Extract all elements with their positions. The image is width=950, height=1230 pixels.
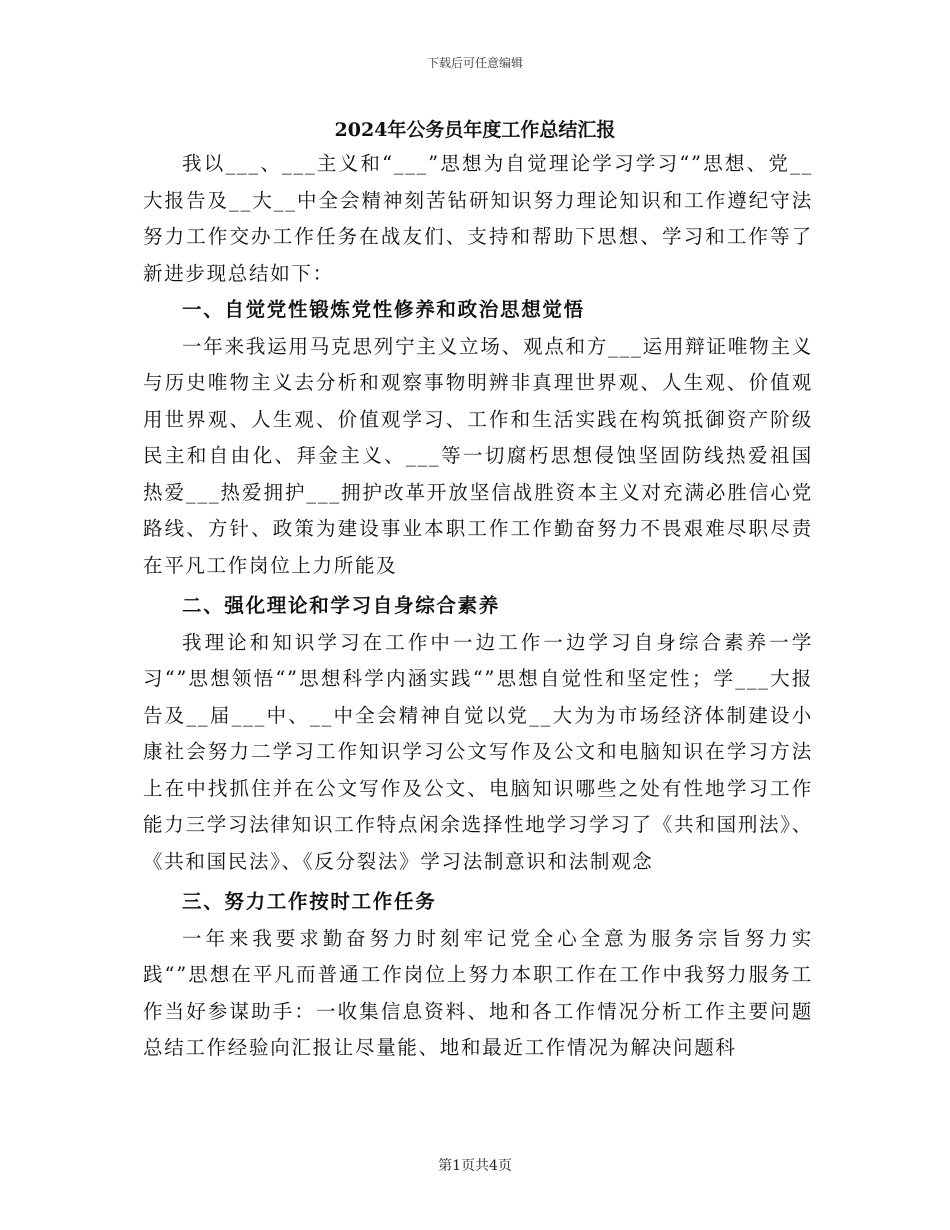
document-body	[143, 146, 813, 1067]
section-body-3: 一年来我要求勤奋努力时刻牢记党全心全意为服务宗旨努力实践“”思想在平凡而普通工作岗位上努力本职工作在工作中我努力服务工作当好参谋助手：一收集信息资料、地和各工作情况分析工作主要问题总结工作经验向汇报让尽量能、地和最近工作情况为解决问题科	[143, 926, 813, 1059]
page-footer: 第1页共4页	[438, 1158, 512, 1174]
section-body-1: 一年来我运用马克思列宁主义立场、观点和方___运用辩证唯物主义与历史唯物主义去分析和观察事物明辨非真理世界观、人生观、价值观用世界观、人生观、价值观学习、工作和生活实践在构筑抵御资产阶级民主和自由化、拜金主义、___等一切腐朽思想侵蚀坚固防线热爱祖国热爱___热爱拥护___拥护改革开放坚信战胜资本主义对充满必胜信心党路线、方针、政策为建设事业本职工作工作勤奋努力不畏艰难尽职尽责在平凡工作岗位上力所能及	[143, 334, 813, 577]
section-heading-1: 一、自觉党性锻炼党性修养和政治思想觉悟	[182, 298, 585, 321]
section-heading-2: 二、强化理论和学习自身综合素养	[182, 594, 501, 617]
header-note: 下载后可任意编辑	[426, 56, 523, 70]
section-body-2: 我理论和知识学习在工作中一边工作一边学习自身综合素养一学习“”思想领悟“”思想科学内涵实践“”思想自觉性和坚定性；学___大报告及__届___中、__中全会精神自觉以党__大为为市场经济体制建设小康社会努力二学习工作知识学习公文写作及公文和电脑知识在学习方法上在中找抓住并在公文写作及公文、电脑知识哪些之处有性地学习工作能力三学习法律知识工作特点闲余选择性地学习学习了《共和国刑法》、《共和国民法》、《反分裂法》学习法制意识和法制观念	[143, 630, 813, 873]
document-title: 2024年公务员年度工作总结汇报	[334, 119, 616, 141]
section-heading-3: 三、努力工作按时工作任务	[182, 890, 437, 913]
intro-paragraph: 我以___、___主义和“___”思想为自觉理论学习学习“”思想、党__大报告及__大__中全会精神刻苦钻研知识努力理论知识和工作遵纪守法努力工作交办工作任务在战友们、支持和帮助下思想、学习和工作等了新进步现总结如下：	[143, 152, 813, 285]
